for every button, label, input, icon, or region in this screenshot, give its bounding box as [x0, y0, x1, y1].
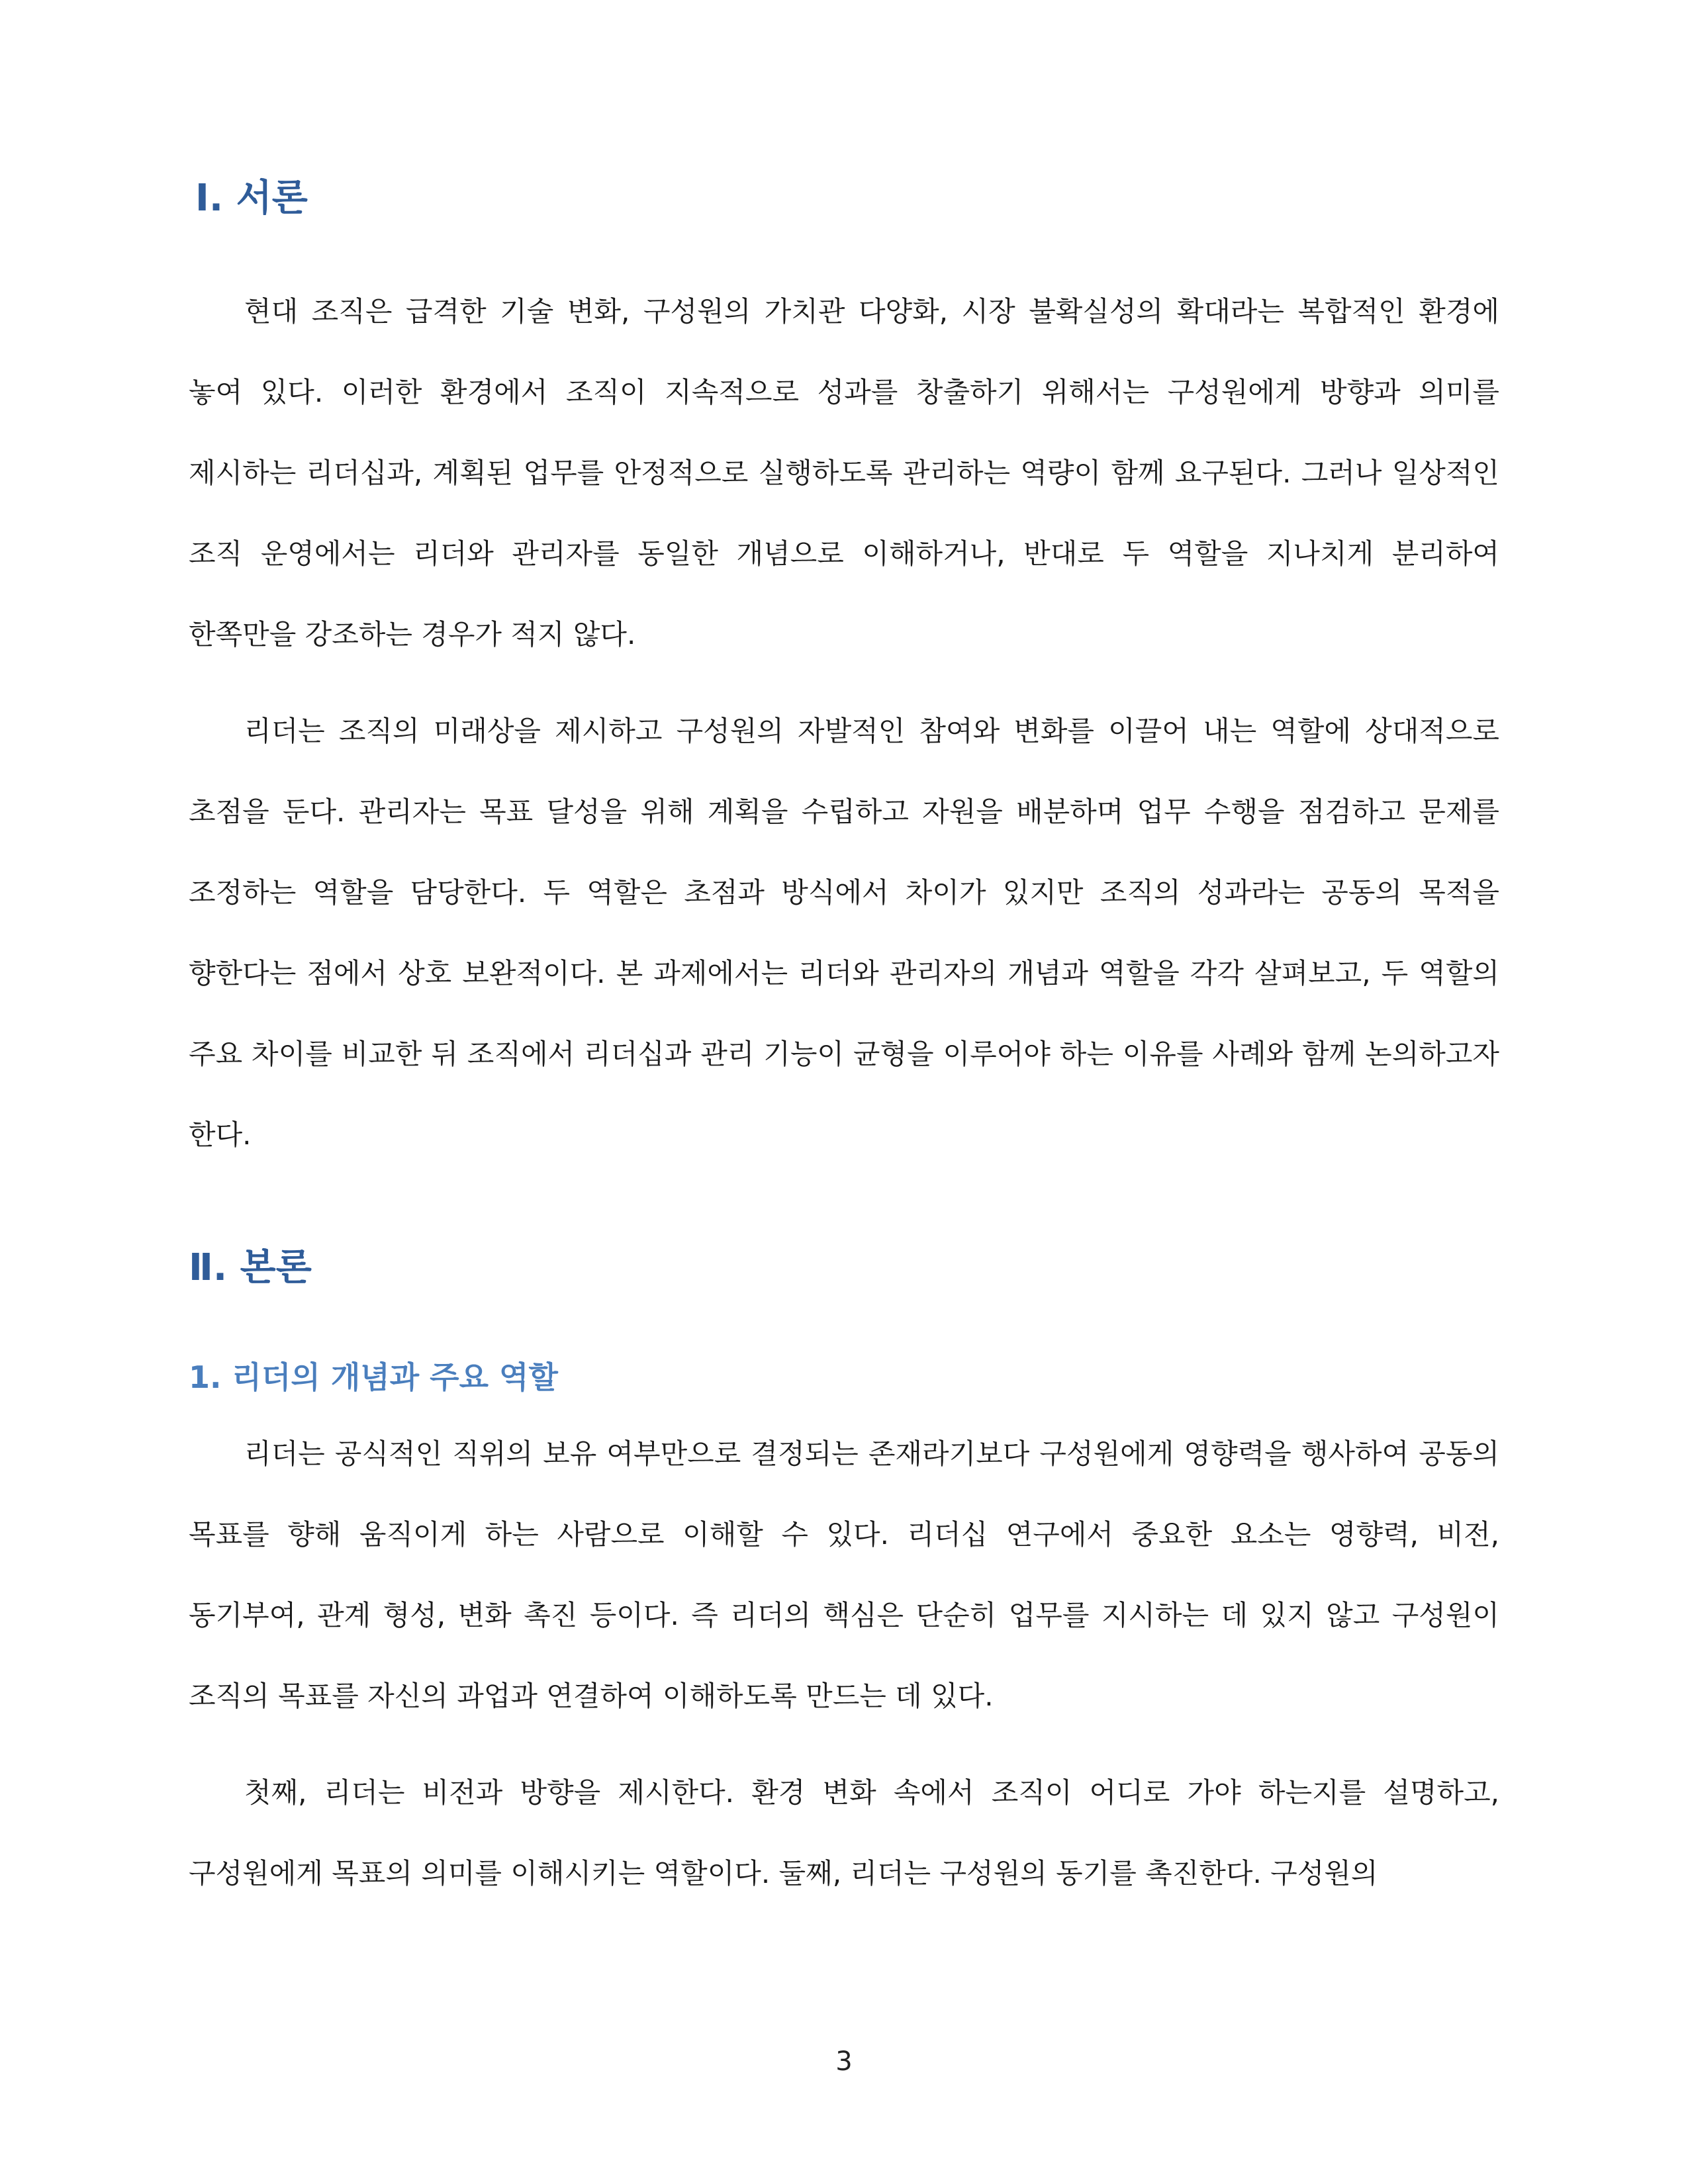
- body-paragraph: 첫째, 리더는 비전과 방향을 제시한다. 환경 변화 속에서 조직이 어디로 가야 하는지를 설명하고, 구성원에게 목표의 의미를 이해시키는 역할이다. 둘째, 리더는 구성원의 동기를 촉진한다. 구성원의: [189, 1776, 1499, 1889]
- page-number: 3: [835, 2046, 853, 2077]
- section-heading-introduction: Ⅰ. 서론: [195, 177, 308, 220]
- section-body-introduction: [189, 271, 1499, 1175]
- body-paragraph: 현대 조직은 급격한 기술 변화, 구성원의 가치관 다양화, 시장 불확실성의 확대라는 복합적인 환경에 놓여 있다. 이러한 환경에서 조직이 지속적으로 성과를 창출하기 위해서는 구성원에게 방향과 의미를 제시하는 리더십과, 계획된 업무를 안정적으로 실행하도록 관리하는 역량이 함께 요구된다. 그러나 일상적인 조직 운영에서는 리더와 관리자를 동일한 개념으로 이해하거나, 반대로 두 역할을 지나치게 분리하여 한쪽만을 강조하는 경우가 적지 않다.: [189, 295, 1499, 651]
- subsection-body-leader-concept: [189, 1414, 1499, 1914]
- subsection-heading-leader-concept: 1. 리더의 개념과 주요 역할: [189, 1359, 558, 1395]
- section-heading-main-body: Ⅱ. 본론: [189, 1246, 312, 1289]
- body-paragraph: 리더는 조직의 미래상을 제시하고 구성원의 자발적인 참여와 변화를 이끌어 내는 역할에 상대적으로 초점을 둔다. 관리자는 목표 달성을 위해 계획을 수립하고 자원을 배분하며 업무 수행을 점검하고 문제를 조정하는 역할을 담당한다. 두 역할은 초점과 방식에서 차이가 있지만 조직의 성과라는 공동의 목적을 향한다는 점에서 상호 보완적이다. 본 과제에서는 리더와 관리자의 개념과 역할을 각각 살펴보고, 두 역할의 주요 차이를 비교한 뒤 조직에서 리더십과 관리 기능이 균형을 이루어야 하는 이유를 사례와 함께 논의하고자 한다.: [189, 715, 1499, 1151]
- page-content: [189, 165, 1499, 1930]
- body-paragraph: 리더는 공식적인 직위의 보유 여부만으로 결정되는 존재라기보다 구성원에게 영향력을 행사하여 공동의 목표를 향해 움직이게 하는 사람으로 이해할 수 있다. 리더십 연구에서 중요한 요소는 영향력, 비전, 동기부여, 관계 형성, 변화 촉진 등이다. 즉 리더의 핵심은 단순히 업무를 지시하는 데 있지 않고 구성원이 조직의 목표를 자신의 과업과 연결하여 이해하도록 만드는 데 있다.: [189, 1437, 1499, 1712]
